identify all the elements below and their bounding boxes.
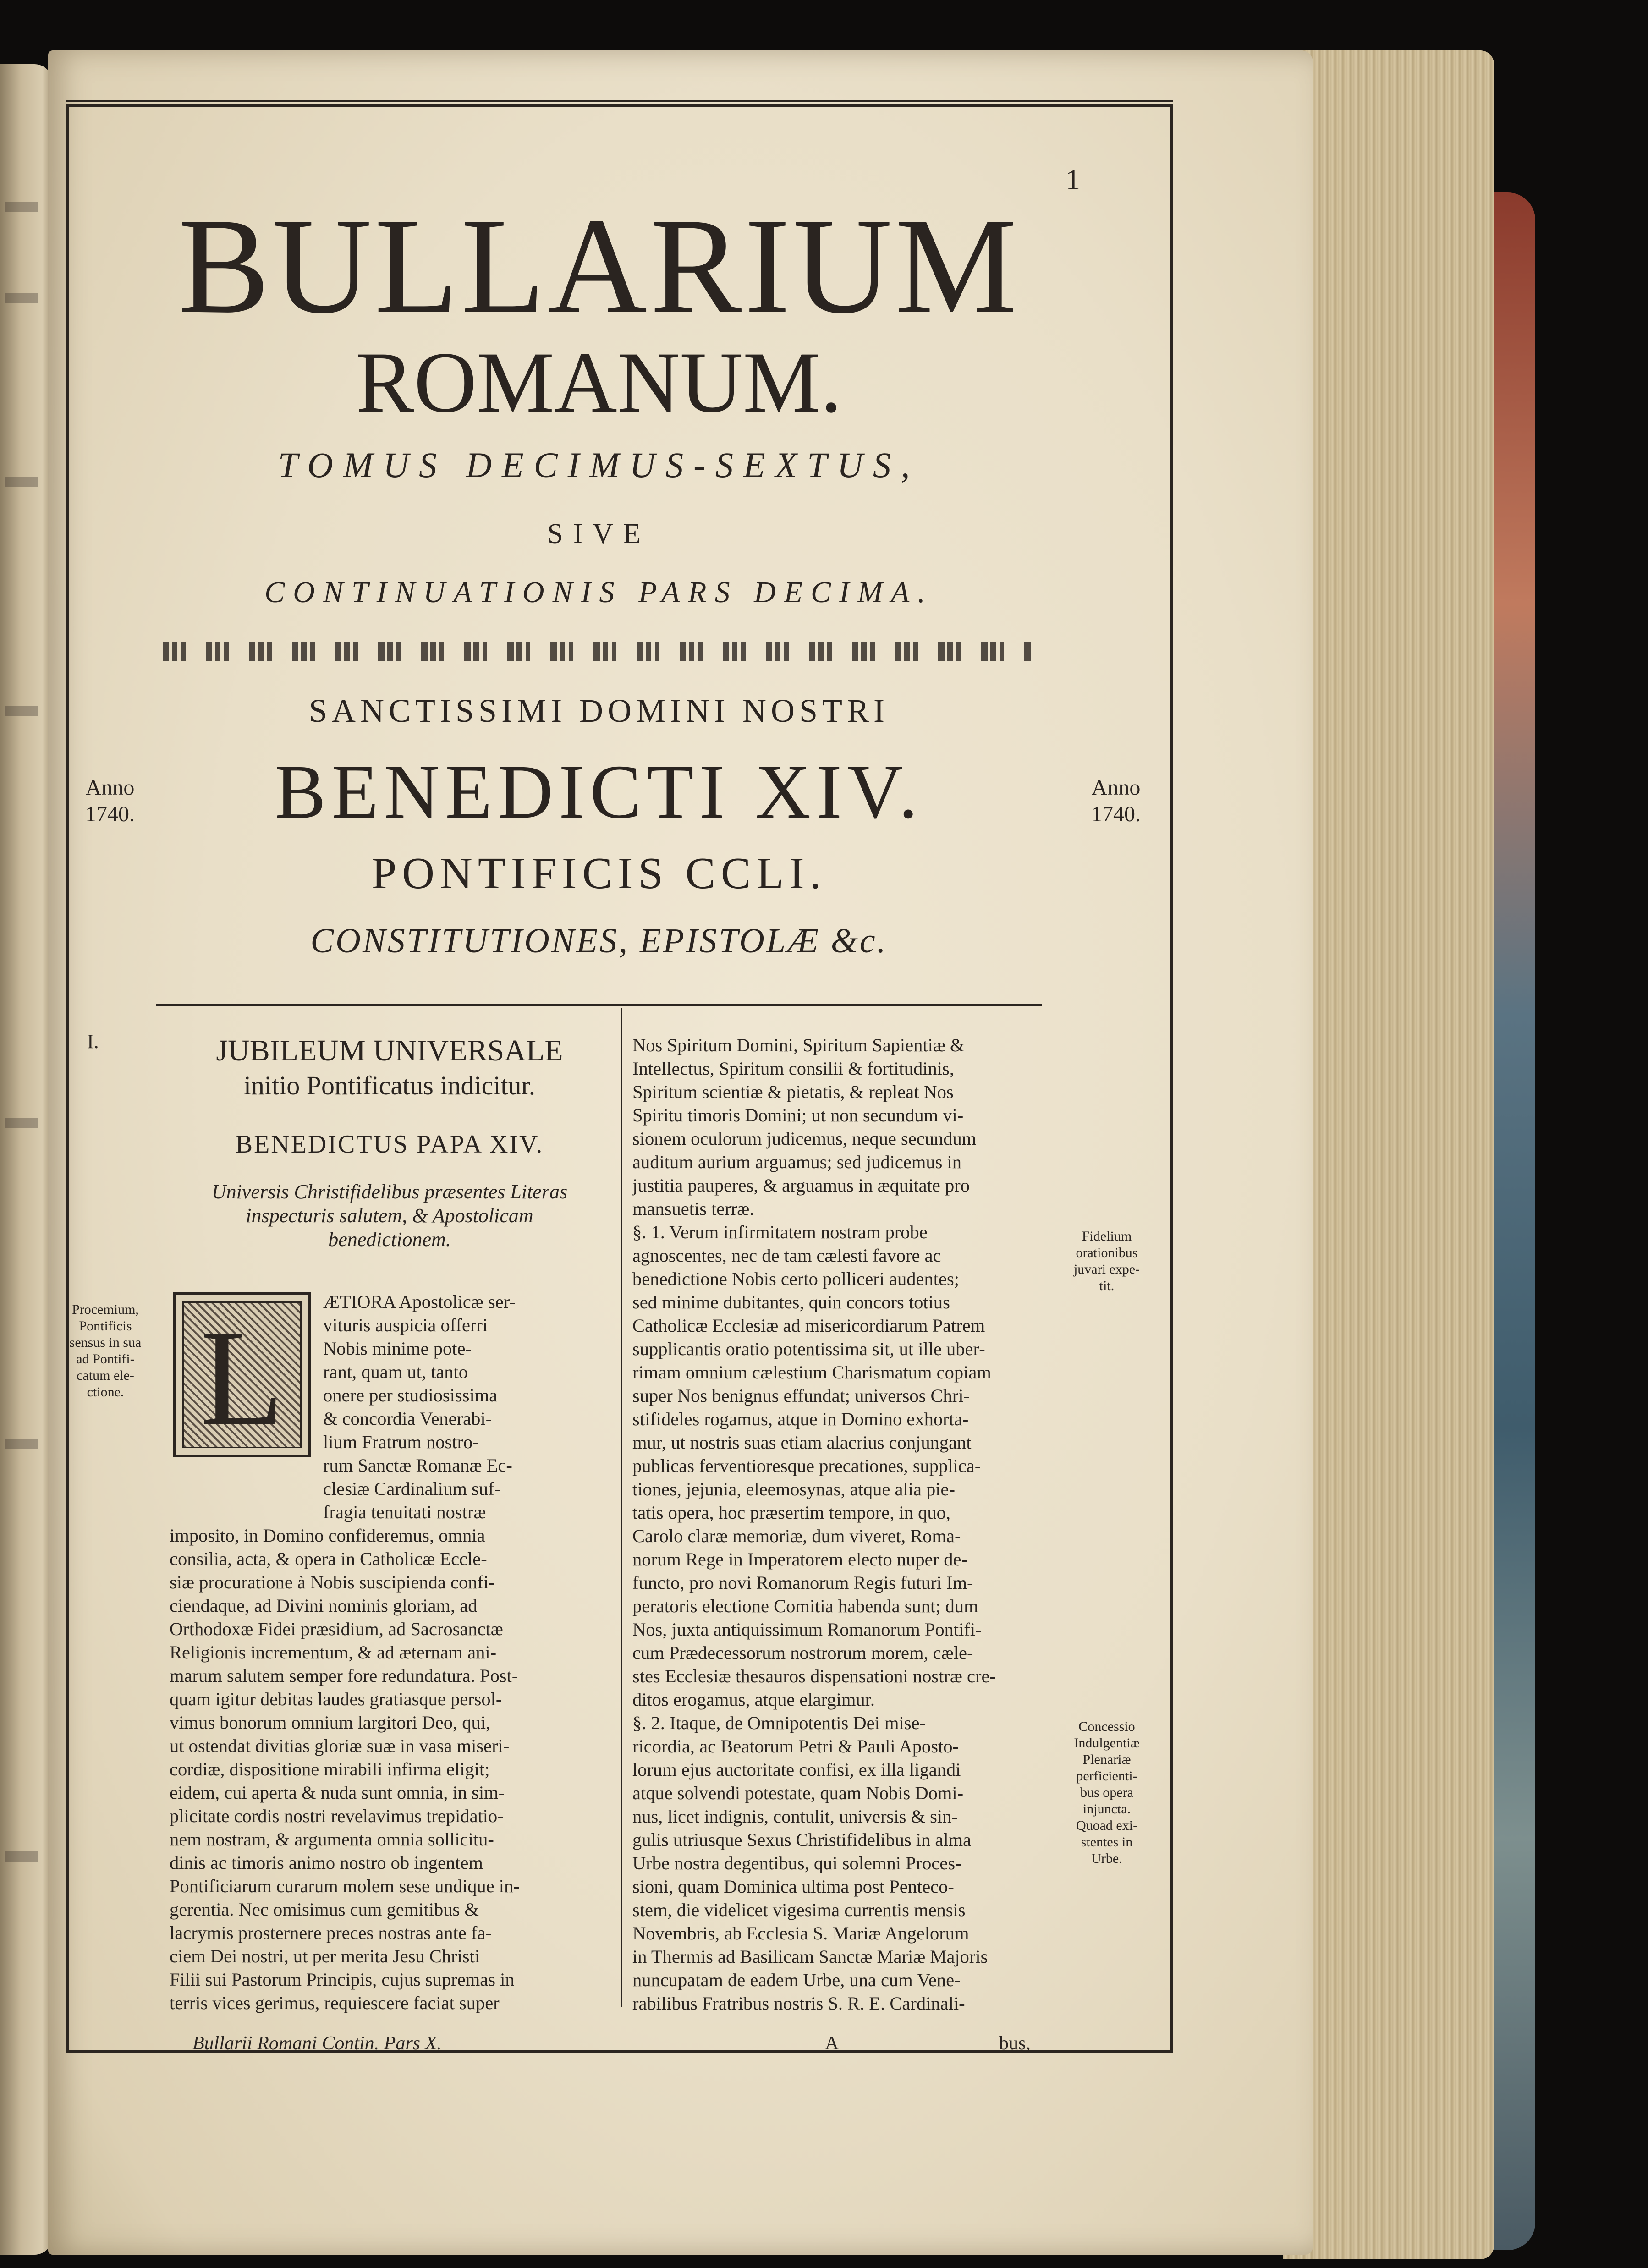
text-line: sionem oculorum judicemus, neque secundum [632,1128,977,1149]
text-line: dinis ac timoris animo nostro ob ingentem [170,1852,483,1873]
text-line: cordiæ, dispositione mirabili infirma eligit; [170,1759,490,1779]
text-line: functo, pro novi Romanorum Regis futuri Im- [632,1572,973,1593]
margin-note-line: ad Pontifi- [76,1351,135,1367]
ornamental-divider [163,642,1033,661]
text-line: siæ procuratione à Nobis suscipienda confi- [170,1572,495,1593]
margin-note-line: Quoad exi- [1076,1818,1138,1833]
margin-note-line: Indulgentiæ [1074,1735,1140,1751]
text-line: ricordia, ac Beatorum Petri & Pauli Aposto- [632,1736,959,1757]
margin-note-line: catum ele- [77,1368,134,1383]
text-line: publicas ferventioresque precationes, supplica- [632,1455,981,1476]
margin-note-line: Concessio [1078,1719,1135,1734]
left-page-edge [0,64,53,2255]
text-line: sed minime dubitantes, quin concors totius [632,1292,950,1312]
column-divider [621,1008,622,2007]
text-line: supplicantis oratio potentissima sit, ut ille uber- [632,1339,985,1359]
address-line: Universis Christifidelibus præsentes Literas [211,1181,568,1203]
text-line: peratoris electione Comitia habenda sunt; dum [632,1596,978,1616]
text-line: ditos erogamus, atque elargimur. [632,1689,875,1710]
margin-note-line: bus opera [1080,1785,1133,1800]
address-line: benedictionem. [328,1228,451,1251]
text-line: nus, licet indignis, contulit, universis & sin- [632,1806,958,1827]
continuationis-line: CONTINUATIONIS PARS DECIMA. [264,576,934,609]
text-line: & concordia Venerabi- [323,1408,492,1429]
text-line: tiones, jejunia, eleemosynas, atque alia pie- [632,1479,956,1499]
text-line: Spiritu timoris Domini; ut non secundum vi- [632,1105,964,1126]
margin-note-fidelium [1068,1228,1146,1294]
text-line: quam igitur debitas laudes gratiasque persol- [170,1689,502,1709]
anno-right-label: Anno [1091,775,1141,800]
sanctissimi-line: SANCTISSIMI DOMINI NOSTRI [308,692,890,729]
margin-note-line: Procemium, [72,1302,139,1317]
margin-note-line: stentes in [1081,1834,1133,1850]
text-line: ÆTIORA Apostolicæ ser- [323,1291,516,1312]
text-line: Nos Spiritum Domini, Spiritum Sapientiæ & [632,1035,965,1055]
text-line: marum salutem semper fore redundatura. Post- [170,1665,518,1686]
page-number: 1 [1066,163,1080,196]
margin-note-line: sensus in sua [69,1335,142,1350]
text-line: Carolo claræ memoriæ, dum viveret, Roma- [632,1526,961,1546]
text-line: sioni, quam Dominica ultima post Penteco- [632,1876,954,1897]
text-line: vimus bonorum omnium largitori Deo, qui, [170,1712,491,1733]
text-line: ut ostendat divitias gloriæ suæ in vasa miseri- [170,1735,510,1756]
text-line: §. 1. Verum infirmitatem nostram probe [632,1222,928,1242]
text-line: rimam omnium cælestium Charismatum copiam [632,1362,991,1383]
jubileum-subheading: initio Pontificatus indicitur. [243,1071,536,1100]
margin-note-line: ctione. [87,1384,124,1400]
anno-left [69,774,151,827]
text-line: super Nos benignus effundat; universos Chri- [632,1385,970,1406]
margin-note-line: juvari expe- [1073,1262,1140,1277]
text-line: norum Rege in Imperatorem electo nuper de- [632,1549,967,1570]
initial-letter: L [200,1301,284,1454]
margin-note-procemium [64,1301,147,1400]
text-line: lacrymis prosternere preces nostras ante fa- [170,1922,492,1943]
address-line: inspecturis salutem, & Apostolicam [246,1204,533,1227]
margin-note-line: Pontificis [79,1318,132,1334]
header-rule [156,1004,1042,1006]
benedictus-papa: BENEDICTUS PAPA XIV. [235,1130,544,1159]
text-line: onere per studiosissima [323,1385,498,1406]
column1-body [170,1524,610,2015]
text-line: Nos, juxta antiquissimum Romanorum Pontifi- [632,1619,982,1640]
margin-note-line: Fidelium [1082,1229,1132,1244]
text-line: lorum ejus auctoritate confisi, ex illa ligandi [632,1759,961,1780]
sive-line: SIVE [547,518,651,549]
text-line: clesiæ Cardinalium suf- [323,1478,500,1499]
text-line: stes Ecclesiæ thesauros dispensationi nostræ cre- [632,1666,996,1686]
text-line: imposito, in Domino confideremus, omnia [170,1525,485,1546]
text-line: rant, quam ut, tanto [323,1362,468,1382]
text-line: vituris auspicia offerri [323,1315,488,1335]
text-line: nem nostram, & argumenta omnia sollicitu- [170,1829,494,1850]
signature-mark: A [825,2033,839,2054]
anno-right [1075,774,1157,827]
text-line: rum Sanctæ Romanæ Ec- [323,1455,512,1476]
text-line: rabilibus Fratribus nostris S. R. E. Cardinali- [632,1993,965,2014]
text-line: auditum aurium arguamus; sed judicemus in [632,1152,962,1172]
frame-top-rule [66,100,1173,102]
text-line: Nobis minime pote- [323,1338,472,1359]
text-line: Pontificiarum curarum molem sese undique in- [170,1876,520,1896]
margin-note-line: Plenariæ [1082,1752,1131,1767]
text-line: Orthodoxæ Fidei præsidium, ad Sacrosanctæ [170,1619,503,1639]
decorated-initial [173,1292,311,1457]
text-line: cum Prædecessorum nostrorum morem, cæle- [632,1642,973,1663]
margin-note-line: Urbe. [1091,1851,1122,1866]
text-line: mansuetis terræ. [632,1198,754,1219]
text-line: Intellectus, Spiritum consilii & fortitudinis, [632,1058,954,1079]
text-line: lium Fratrum nostro- [323,1432,479,1452]
anno-left-label: Anno [85,775,135,800]
anno-right-year: 1740. [1091,802,1141,826]
text-line: §. 2. Itaque, de Omnipotentis Dei mise- [632,1713,926,1733]
text-line: consilia, acta, & opera in Catholicæ Eccle- [170,1549,487,1569]
address-salutation [170,1180,610,1252]
text-line: nuncupatam de eadem Urbe, una cum Vene- [632,1970,961,1990]
text-line: plicitate cordis nostri revelavimus trepidatio- [170,1806,504,1826]
text-line: ciendaque, ad Divini nominis gloriam, ad [170,1595,478,1616]
catchword: bus, [999,2033,1031,2054]
text-line: stem, die videlicet vigesima currentis mensis [632,1900,966,1920]
benedicti-title: BENEDICTI XIV. [275,749,923,835]
margin-note-line: tit. [1099,1278,1115,1293]
text-line: gulis utriusque Sexus Christifidelibus in alma [632,1829,972,1850]
text-line: stifideles rogamus, atque in Domino exhorta- [632,1409,969,1429]
text-line: justitia pauperes, & arguamus in æquitate pro [632,1175,970,1196]
text-line: gerentia. Nec omisimus cum gemitibus & [170,1899,479,1920]
margin-note-line: orationibus [1076,1245,1138,1260]
column2-body [632,1033,1054,2015]
constitutiones-line: CONSTITUTIONES, EPISTOLÆ &c. [310,922,888,960]
margin-note-line: perficienti- [1076,1768,1137,1784]
tomus-line: TOMUS DECIMUS-SEXTUS, [278,445,920,485]
footer-title: Bullarii Romani Contin. Pars X. [192,2033,442,2054]
text-line: eidem, cui aperta & nuda sunt omnia, in sim- [170,1782,505,1803]
text-line: terris vices gerimus, requiescere faciat super [170,1993,500,2013]
text-line: atque solvendi potestate, quam Nobis Domi- [632,1783,964,1803]
text-line: benedictione Nobis certo polliceri audentes; [632,1269,960,1289]
text-line: Spiritum scientiæ & pietatis, & repleat Nos [632,1082,954,1102]
title-bullarium: BULLARIUM [178,190,1020,342]
jubileum-heading: JUBILEUM UNIVERSALE [216,1034,563,1067]
page-block-edge [1283,50,1494,2259]
text-line: Novembris, ab Ecclesia S. Mariæ Angelorum [632,1923,969,1944]
margin-note-concessio [1068,1719,1146,1867]
text-line: Urbe nostra degentibus, qui solemni Proces- [632,1853,961,1873]
text-line: tatis opera, hoc præsertim tempore, in quo, [632,1502,950,1523]
text-line: in Thermis ad Basilicam Sanctæ Mariæ Majoris [632,1946,988,1967]
anno-left-year: 1740. [85,802,135,826]
pontificis-line: PONTIFICIS CCLI. [371,849,827,898]
title-romanum: ROMANUM. [356,335,842,431]
text-line: Filii sui Pastorum Principis, cujus supremas in [170,1969,515,1990]
margin-note-line: injuncta. [1082,1801,1131,1817]
text-line: Catholicæ Ecclesiæ ad misericordiarum Patrem [632,1315,985,1336]
text-line: ciem Dei nostri, ut per merita Jesu Christi [170,1946,480,1966]
text-line: Religionis incrementum, & ad æternam ani- [170,1642,497,1663]
constitution-number: I. [87,1030,99,1053]
text-line: fragia tenuitati nostræ [323,1502,486,1522]
text-line: agnoscentes, nec de tam cælesti favore ac [632,1245,941,1266]
text-line: mur, ut nostris suas etiam alacrius conjungant [632,1432,972,1453]
column1-beside-initial [323,1290,610,1524]
